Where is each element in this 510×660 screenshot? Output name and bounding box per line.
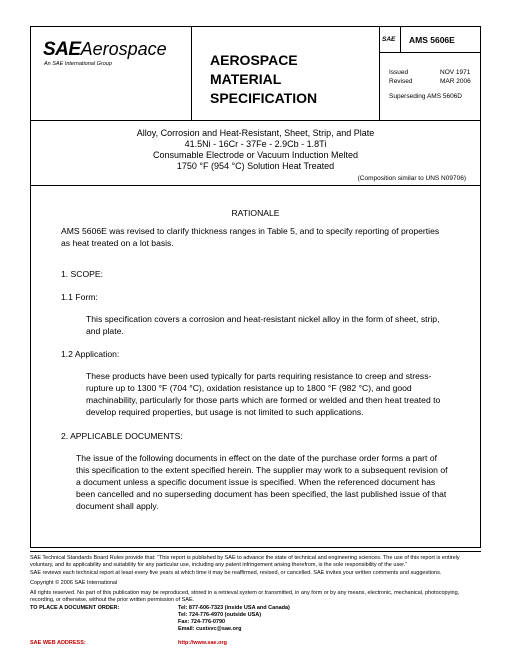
documents-text: this specification to the extent specified herein. The supplier may work to a subsequent revision of xyxy=(76,465,448,475)
web-address-link[interactable]: http://www.sae.org xyxy=(178,640,227,646)
documents-text: The issue of the following documents in effect on the date of the purchase order forms a part of xyxy=(76,453,437,463)
order-phone-international: Tel: 724-776-4970 (outside USA) xyxy=(178,612,262,618)
sae-aerospace-logo: SAEAerospace xyxy=(43,39,167,60)
application-text: machinability, particularly for those parts which are formed or welded and then heat treated to xyxy=(86,395,441,405)
scope-heading: 1. SCOPE: xyxy=(61,269,104,279)
rationale-heading: RATIONALE xyxy=(231,208,280,218)
document-body xyxy=(30,186,481,548)
application-text: rupture up to 1300 °F (704 °C), oxidation resistance up to 1800 °F (982 °C), and good xyxy=(86,383,412,393)
issued-date: NOV 1971 xyxy=(440,69,471,76)
application-heading: 1.2 Application: xyxy=(61,349,120,359)
rationale-text: AMS 5606E was revised to clarify thickness ranges in Table 5, and to specify reporting of properties xyxy=(61,226,440,236)
documents-text: a document unless a specific document issue is specified. When the referenced document has xyxy=(76,477,436,487)
logo-tagline: An SAE International Group xyxy=(44,61,112,67)
rationale-text: as heat treated on a lot basis. xyxy=(61,238,174,248)
form-heading: 1.1 Form: xyxy=(61,292,98,302)
documents-text: been cancelled and no superseding document has been specified, the last published issue of that xyxy=(76,489,447,499)
documents-heading: 2. APPLICABLE DOCUMENTS: xyxy=(61,431,183,441)
order-fax: Fax: 724-776-0790 xyxy=(178,619,226,625)
application-text: These products have been used typically for parts requiring resistance to creep and stress- xyxy=(86,371,432,381)
form-text: This specification covers a corrosion and heat-resistant nickel alloy in the form of sheet, strip, xyxy=(86,314,440,324)
document-number: AMS 5606E xyxy=(409,35,455,45)
footer-divider xyxy=(30,551,481,552)
footer-review-text: SAE reviews each technical report at least every five years at which time it may be reaffirmed, revised, or cancelled. SAE invites your written comments and suggestions. xyxy=(30,570,442,576)
order-contact-block xyxy=(178,605,290,633)
logo-cell xyxy=(31,27,192,120)
footer-rules-text: SAE Technical Standards Board Rules provide that: “This report is published by SAE to advance the state of technical and engineering sciences. The use of this report is entirely voluntary, and its applicability and suitability for any particular use, including any patent infringement arising therefrom, is the sole responsibility of the user.” xyxy=(30,555,460,568)
footer-copyright: Copyright © 2006 SAE International xyxy=(30,580,118,586)
sae-mark: SAE xyxy=(380,27,401,52)
subject-block xyxy=(30,121,481,186)
title-cell xyxy=(192,27,380,120)
footer-rights-text: All rights reserved. No part of this publication may be reproduced, stored in a retrieval system or transmitted, in any form or by any means, electronic, mechanical, photocopying, recording, or otherwise, without the prior written permission of SAE. xyxy=(30,590,460,603)
document-type-title: AEROSPACE MATERIAL SPECIFICATION xyxy=(210,52,318,106)
revised-date: MAR 2006 xyxy=(440,78,471,85)
application-text: develop required properties, but usage is not limited to such applications. xyxy=(86,407,364,417)
revised-label: Revised xyxy=(389,78,413,85)
order-label: TO PLACE A DOCUMENT ORDER: xyxy=(30,605,120,611)
document-info-cell xyxy=(380,27,480,120)
documents-text: document shall apply. xyxy=(76,501,159,511)
order-email: Email: custsvc@sae.org xyxy=(178,626,242,632)
web-address-label: SAE WEB ADDRESS: xyxy=(30,640,86,646)
issued-label: Issued xyxy=(389,69,409,76)
order-phone-domestic: Tel: 877-606-7323 (inside USA and Canada) xyxy=(178,605,290,611)
superseding-note: Superseding AMS 5606D xyxy=(389,93,462,100)
subject-line: Consumable Electrode or Vacuum Induction Melted xyxy=(153,150,358,160)
subject-line: 1750 °F (954 °C) Solution Heat Treated xyxy=(176,161,335,171)
document-header xyxy=(30,26,481,121)
document-number-row xyxy=(380,27,480,53)
subject-line: 41.5Ni - 16Cr - 37Fe - 2.9Cb - 1.8Ti xyxy=(184,139,327,149)
composition-note: (Composition similar to UNS N09706) xyxy=(357,175,466,182)
subject-line: Alloy, Corrosion and Heat-Resistant, Sheet, Strip, and Plate xyxy=(136,128,375,138)
form-text: and plate. xyxy=(86,326,124,336)
